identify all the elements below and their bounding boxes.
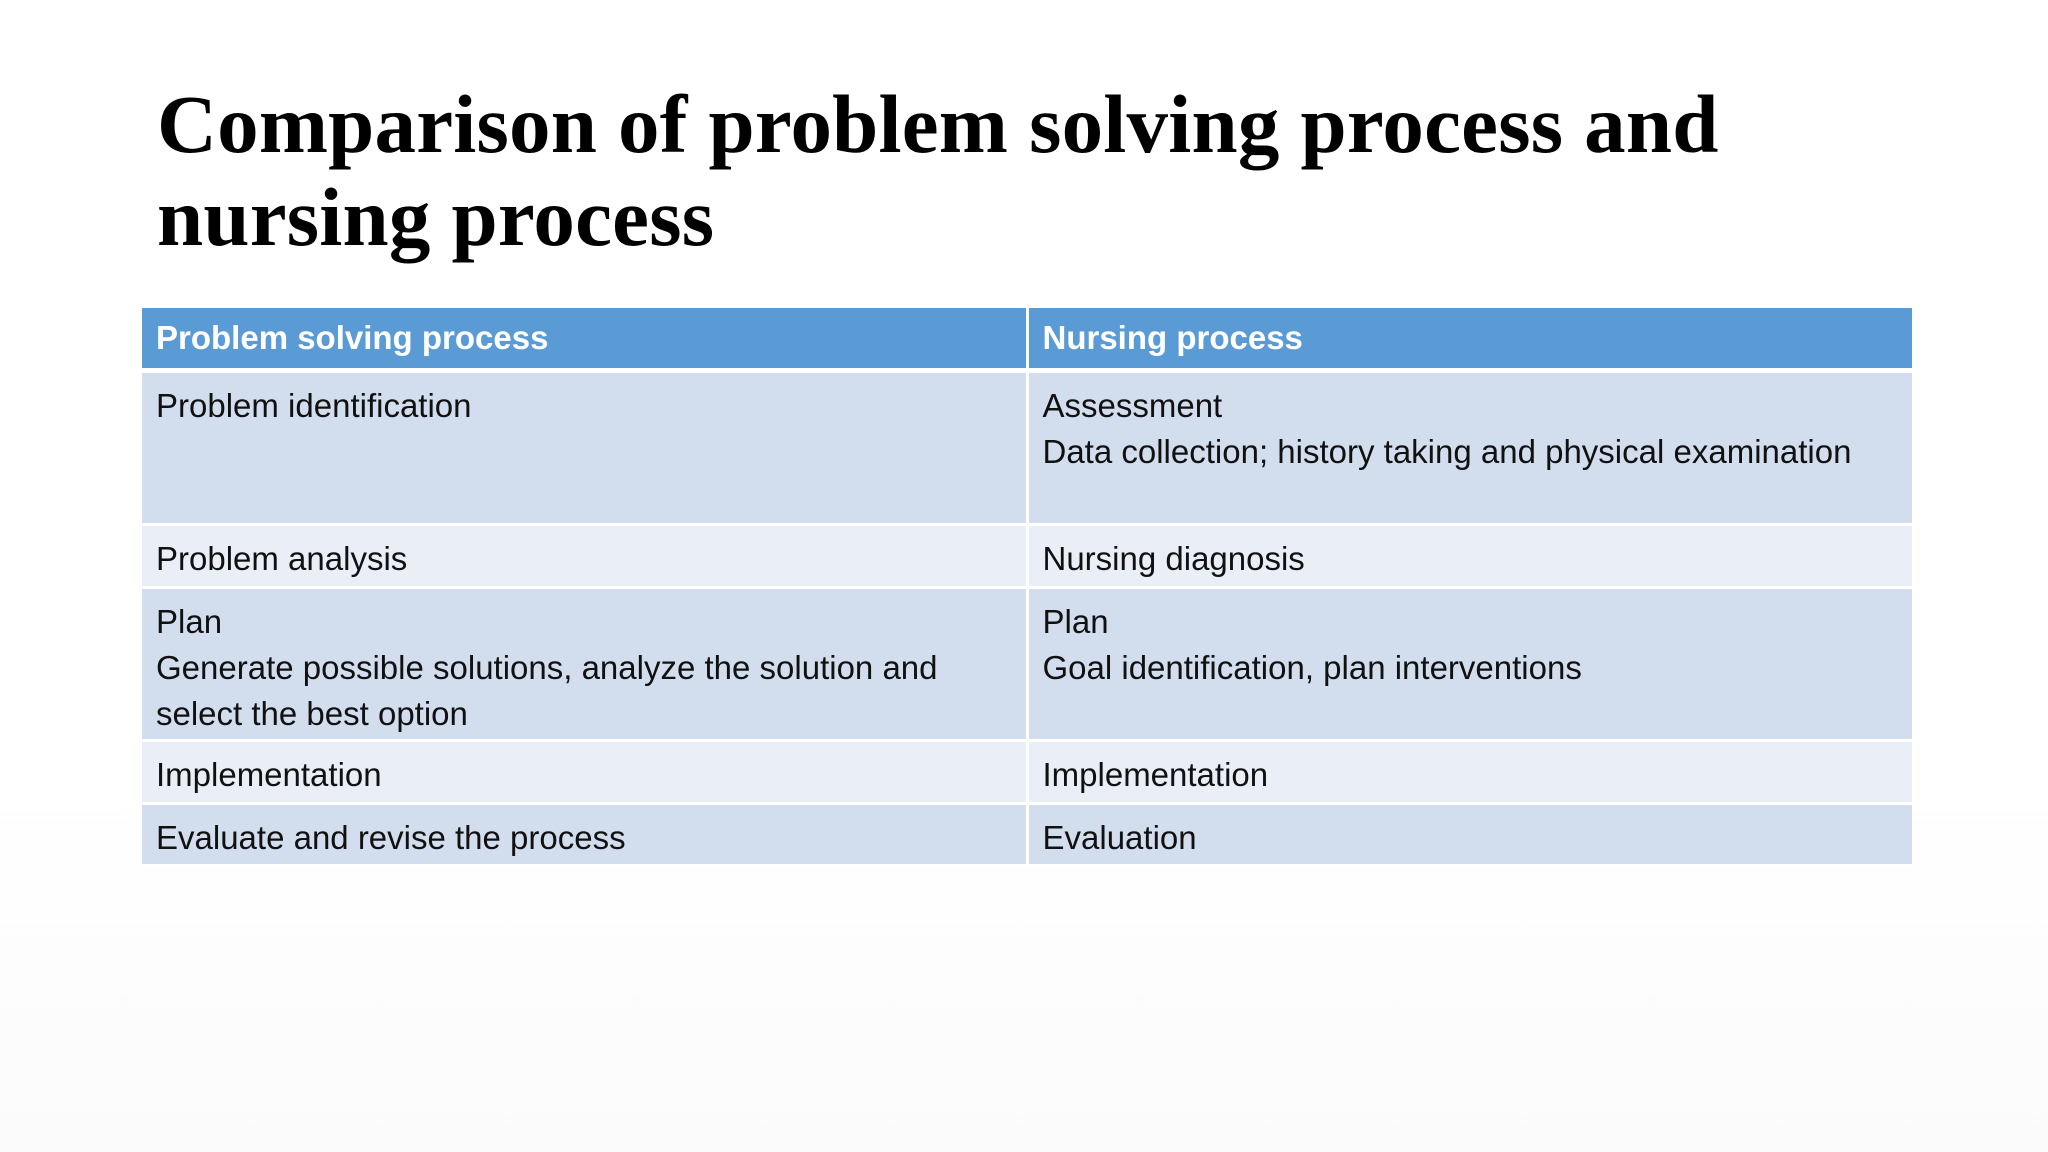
cell-text: Evaluate and revise the process	[156, 819, 626, 856]
table-header-row	[142, 308, 1912, 371]
table-row	[142, 371, 1912, 525]
table-cell	[142, 804, 1027, 866]
cell-text: Goal identification, plan interventions	[1042, 649, 1582, 686]
table-cell	[1027, 741, 1912, 804]
cell-text: Implementation	[1042, 756, 1269, 793]
cell-text: Problem analysis	[156, 540, 408, 577]
header-problem-solving: Problem solving process	[142, 308, 1027, 371]
cell-text: Nursing diagnosis	[1042, 540, 1305, 577]
cell-text: Plan	[1042, 603, 1109, 640]
table-row	[142, 588, 1912, 741]
cell-text: Assessment	[1042, 387, 1223, 424]
table-cell	[142, 371, 1027, 525]
header-nursing-process: Nursing process	[1027, 308, 1912, 371]
cell-text: Implementation	[156, 756, 382, 793]
table-cell	[1027, 588, 1912, 741]
table-cell	[142, 741, 1027, 804]
table-cell	[1027, 525, 1912, 588]
table-cell	[142, 588, 1027, 741]
cell-text: Evaluation	[1042, 819, 1197, 856]
comparison-table	[142, 308, 1912, 867]
cell-text: Data collection; history taking and physical examination	[1042, 433, 1852, 470]
table-cell	[1027, 371, 1912, 525]
table-cell	[1027, 804, 1912, 866]
cell-text: Generate possible solutions, analyze the solution and select the best option	[156, 649, 938, 732]
cell-text: Plan	[156, 603, 223, 640]
table-cell	[142, 525, 1027, 588]
table-row	[142, 525, 1912, 588]
cell-text: Problem identification	[156, 387, 472, 424]
table-row	[142, 804, 1912, 866]
table-row	[142, 741, 1912, 804]
slide-title: Comparison of problem solving process and nursing process	[157, 78, 1719, 263]
